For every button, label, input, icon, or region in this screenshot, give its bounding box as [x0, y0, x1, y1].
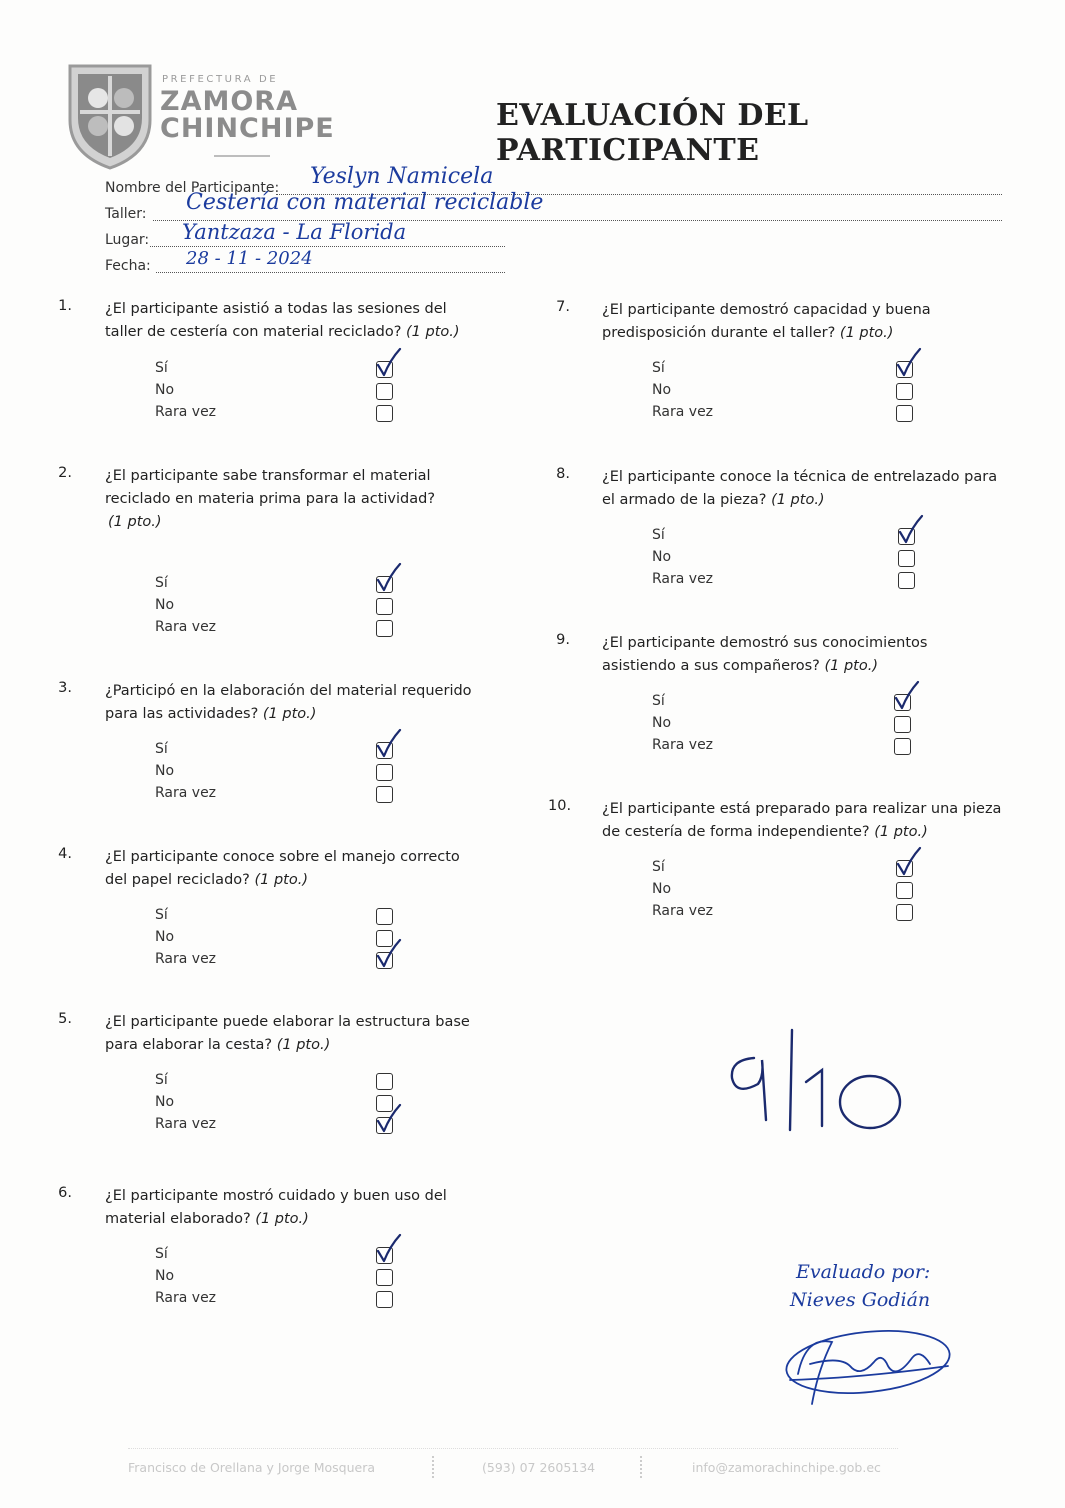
option-label: Sí	[652, 360, 665, 376]
option-label: No	[155, 1268, 175, 1284]
place-value: Yantzaza - La Florida	[182, 220, 407, 244]
logo-underline	[214, 155, 270, 157]
question-line-2-text: del papel reciclado?	[105, 872, 250, 888]
option-checkbox[interactable]	[898, 528, 915, 545]
option-checkbox[interactable]	[376, 1269, 393, 1286]
question-number: 4.	[58, 846, 72, 862]
check-mark-icon	[893, 681, 919, 711]
question-points: (1 pto.)	[406, 324, 460, 340]
option-checkbox[interactable]	[896, 405, 913, 422]
question-text	[105, 1185, 447, 1231]
logo-text-zamora: ZAMORA	[160, 86, 298, 117]
question-number: 10.	[548, 798, 572, 814]
question-number: 8.	[556, 466, 570, 482]
option-checkbox[interactable]	[376, 764, 393, 781]
option-label: No	[155, 929, 175, 945]
option-checkbox[interactable]	[376, 786, 393, 803]
option-label: Rara vez	[155, 951, 217, 967]
footer-divider	[128, 1448, 898, 1449]
option-checkbox[interactable]	[896, 383, 913, 400]
option-checkbox[interactable]	[376, 383, 393, 400]
check-mark-icon	[375, 1234, 401, 1264]
question-line-2	[602, 322, 931, 345]
question-line-2	[602, 489, 997, 512]
option-label: No	[652, 549, 672, 565]
option-label: Sí	[155, 1246, 168, 1262]
question-number: 5.	[58, 1011, 72, 1027]
option-checkbox[interactable]	[894, 694, 911, 711]
date-label: Fecha:	[105, 258, 151, 274]
option-checkbox[interactable]	[376, 1117, 393, 1134]
question-points: (1 pto.)	[874, 824, 928, 840]
option-label: Sí	[155, 1072, 168, 1088]
option-checkbox[interactable]	[376, 576, 393, 593]
evaluator-label: Evaluado por:	[796, 1261, 931, 1283]
option-label: Sí	[155, 907, 168, 923]
place-label: Lugar:	[105, 232, 150, 248]
question-points: (1 pto.)	[254, 872, 308, 888]
question-line-2-text: el armado de la pieza?	[602, 492, 767, 508]
question-line-1: ¿El participante demostró capacidad y buena	[602, 302, 931, 318]
question-points: (1 pto.)	[108, 514, 162, 530]
question-text	[602, 466, 997, 512]
question-line-2	[105, 1208, 447, 1231]
participant-name-label: Nombre del Participante:	[105, 180, 280, 196]
option-label: Rara vez	[155, 1290, 217, 1306]
option-checkbox[interactable]	[376, 620, 393, 637]
question-points-line	[105, 511, 435, 534]
option-checkbox[interactable]	[896, 860, 913, 877]
question-number: 3.	[58, 680, 72, 696]
footer-address: Francisco de Orellana y Jorge Mosquera	[128, 1460, 376, 1475]
question-line-1: ¿El participante mostró cuidado y buen uso del	[105, 1188, 447, 1204]
check-mark-icon	[375, 348, 401, 378]
date-value: 28 - 11 - 2024	[186, 248, 313, 269]
option-checkbox[interactable]	[376, 1073, 393, 1090]
option-label: Sí	[652, 527, 665, 543]
question-number: 2.	[58, 465, 72, 481]
option-checkbox[interactable]	[896, 361, 913, 378]
question-line-1: ¿El participante está preparado para realizar una pieza	[602, 801, 1002, 817]
question-line-2	[105, 703, 472, 726]
option-checkbox[interactable]	[894, 716, 911, 733]
option-label: Sí	[155, 575, 168, 591]
option-label: Sí	[155, 360, 168, 376]
question-line-1: ¿El participante conoce la técnica de entrelazado para	[602, 469, 998, 485]
check-mark-icon	[895, 348, 921, 378]
option-label: No	[155, 597, 175, 613]
question-line-1: ¿El participante asistió a todas las sesiones del	[105, 301, 447, 317]
option-checkbox[interactable]	[376, 598, 393, 615]
option-label: Rara vez	[155, 619, 217, 635]
evaluator-name: Nieves Godián	[790, 1289, 931, 1311]
option-label: Sí	[652, 859, 665, 875]
question-line-2-text: reciclado en materia prima para la actividad?	[105, 491, 436, 507]
footer-separator	[640, 1456, 642, 1478]
question-points: (1 pto.)	[255, 1211, 309, 1227]
option-label: Rara vez	[155, 404, 217, 420]
question-text	[602, 299, 931, 345]
question-points: (1 pto.)	[262, 706, 317, 722]
question-text	[105, 465, 435, 534]
participant-name-value: Yeslyn Namicela	[310, 164, 494, 189]
footer-email: info@zamorachinchipe.gob.ec	[692, 1460, 881, 1475]
check-mark-icon	[375, 1104, 401, 1134]
footer-separator	[432, 1456, 434, 1478]
question-text	[602, 632, 927, 678]
question-text	[105, 298, 460, 344]
footer-phone: (593) 07 2605134	[482, 1460, 596, 1475]
option-checkbox[interactable]	[376, 361, 393, 378]
question-text	[602, 798, 1001, 844]
question-line-1: ¿El participante sabe transformar el material	[105, 468, 431, 484]
question-line-1: ¿Participó en la elaboración del material requerido	[105, 683, 472, 699]
option-checkbox[interactable]	[376, 908, 393, 925]
question-text	[105, 680, 472, 726]
question-line-2	[105, 321, 460, 344]
question-line-1: ¿El participante demostró sus conocimientos	[602, 635, 928, 651]
question-number: 1.	[58, 298, 72, 314]
option-checkbox[interactable]	[376, 1247, 393, 1264]
workshop-value: Cestería con material reciclable	[186, 190, 544, 215]
workshop-label: Taller:	[105, 206, 147, 222]
option-label: No	[652, 715, 672, 731]
question-points: (1 pto.)	[839, 325, 894, 341]
option-label: Rara vez	[652, 571, 714, 587]
question-line-2	[602, 655, 927, 678]
option-label: No	[652, 382, 672, 398]
handwritten-score	[712, 1020, 922, 1140]
question-line-2-text: taller de cestería con material reciclado?	[105, 324, 402, 340]
logo-subtitle: PREFECTURA DE	[162, 74, 279, 85]
question-line-2-text: asistiendo a sus compañeros?	[602, 658, 820, 674]
check-mark-icon	[375, 563, 401, 593]
option-checkbox[interactable]	[376, 952, 393, 969]
option-checkbox[interactable]	[898, 550, 915, 567]
question-number: 6.	[58, 1185, 72, 1201]
option-label: Sí	[155, 741, 168, 757]
question-line-1: ¿El participante conoce sobre el manejo correcto	[105, 849, 460, 865]
logo-text-chinchipe: CHINCHIPE	[160, 113, 335, 144]
prefecture-crest-logo	[64, 58, 156, 170]
option-label: Rara vez	[652, 903, 714, 919]
option-label: Rara vez	[155, 785, 217, 801]
question-line-2	[105, 869, 460, 892]
option-label: No	[155, 763, 175, 779]
option-label: No	[652, 881, 672, 897]
option-checkbox[interactable]	[376, 405, 393, 422]
option-checkbox[interactable]	[896, 904, 913, 921]
question-text	[105, 1011, 470, 1057]
question-line-2-text: predisposición durante el taller?	[602, 325, 836, 341]
question-line-2	[105, 488, 435, 511]
option-checkbox[interactable]	[898, 572, 915, 589]
check-mark-icon	[895, 847, 921, 877]
check-mark-icon	[375, 729, 401, 759]
question-line-2	[602, 821, 1001, 844]
evaluator-signature	[770, 1318, 960, 1418]
question-line-2-text: para elaborar la cesta?	[105, 1037, 273, 1053]
check-mark-icon	[897, 515, 923, 545]
question-text	[105, 846, 460, 892]
option-checkbox[interactable]	[376, 742, 393, 759]
date-line	[156, 272, 505, 273]
question-points: (1 pto.)	[276, 1037, 331, 1053]
question-line-2	[105, 1034, 470, 1057]
question-line-2-text: para las actividades?	[105, 706, 259, 722]
option-label: No	[155, 1094, 175, 1110]
question-number: 7.	[556, 299, 570, 315]
document-title: EVALUACIÓN DEL PARTICIPANTE	[496, 98, 809, 168]
option-label: Rara vez	[652, 737, 714, 753]
question-number: 9.	[556, 632, 570, 648]
question-line-1: ¿El participante puede elaborar la estructura base	[105, 1014, 470, 1030]
question-line-2-text: material elaborado?	[105, 1211, 251, 1227]
option-label: Rara vez	[155, 1116, 217, 1132]
option-label: Sí	[652, 693, 665, 709]
option-checkbox[interactable]	[896, 882, 913, 899]
question-points: (1 pto.)	[771, 492, 825, 508]
question-points: (1 pto.)	[824, 658, 879, 674]
question-line-2-text: de cestería de forma independiente?	[602, 824, 870, 840]
option-label: Rara vez	[652, 404, 714, 420]
place-line	[150, 246, 505, 247]
option-checkbox[interactable]	[376, 1291, 393, 1308]
option-label: No	[155, 382, 175, 398]
check-mark-icon	[375, 939, 401, 969]
option-checkbox[interactable]	[894, 738, 911, 755]
